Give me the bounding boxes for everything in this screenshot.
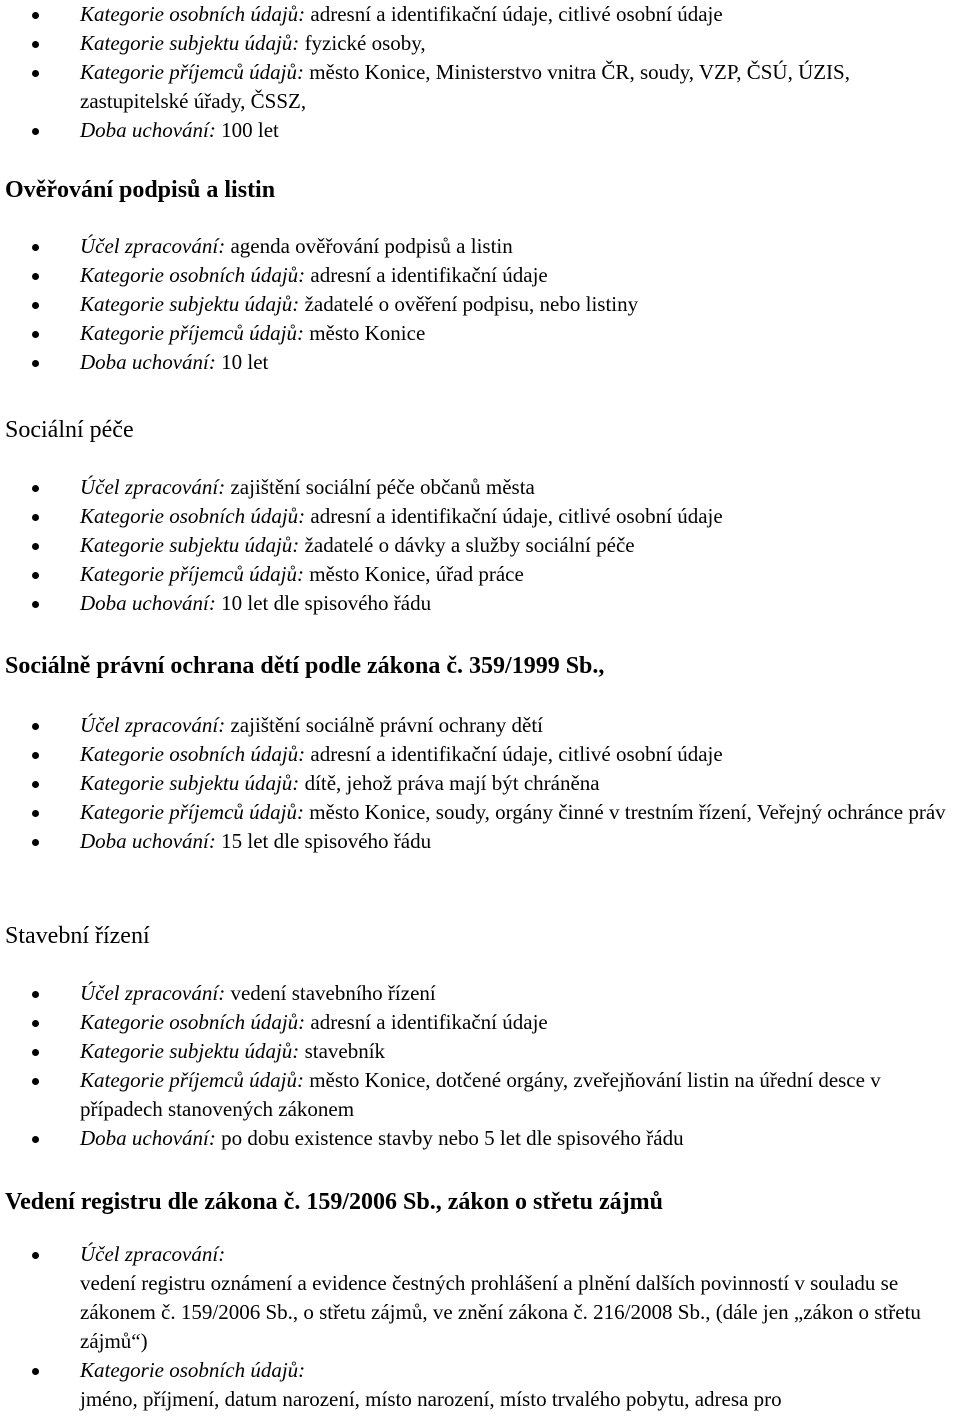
list-item (0, 348, 960, 377)
section-heading: Sociálně právní ochrana dětí podle zákona č. 359/1999 Sb., (5, 653, 605, 679)
list-item (0, 769, 960, 798)
item-value: adresní a identifikační údaje, citlivé osobní údaje (305, 742, 723, 766)
item-label: Kategorie subjektu údajů: (80, 1039, 300, 1063)
item-value: město Konice, úřad práce (303, 562, 524, 586)
item-label: Kategorie subjektu údajů: (80, 771, 300, 795)
item-value: město Konice (303, 321, 426, 345)
section-list (0, 473, 960, 618)
list-item (0, 319, 960, 348)
item-value: zajištění sociální péče občanů města (225, 475, 535, 499)
item-label: Účel zpracování: (80, 713, 226, 737)
list-item (0, 827, 960, 856)
item-value: adresní a identifikační údaje (305, 1010, 548, 1034)
item-label: Doba uchování: (80, 350, 216, 374)
item-value: žadatelé o dávky a služby sociální péče (299, 533, 635, 557)
item-value: adresní a identifikační údaje (305, 263, 548, 287)
list-item (0, 798, 960, 827)
item-value: agenda ověřování podpisů a listin (225, 234, 513, 258)
list-item (0, 1066, 960, 1124)
item-value: po dobu existence stavby nebo 5 let dle spisového řádu (215, 1126, 684, 1150)
list-item (0, 740, 960, 769)
list-item (0, 116, 960, 145)
item-value: zajištění sociálně právní ochrany dětí (225, 713, 544, 737)
section-list (0, 979, 960, 1153)
list-item (0, 473, 960, 502)
item-label: Účel zpracování: (80, 475, 226, 499)
list-item (0, 711, 960, 740)
item-value: fyzické osoby, (299, 31, 426, 55)
list-item (0, 531, 960, 560)
item-label: Kategorie osobních údajů: (80, 263, 306, 287)
item-label: Kategorie příjemců údajů: (80, 1068, 304, 1092)
item-value: žadatelé o ověření podpisu, nebo listiny (299, 292, 639, 316)
list-item (0, 1037, 960, 1066)
item-label: Účel zpracování: (80, 1242, 226, 1266)
list-item (0, 1124, 960, 1153)
item-label: Kategorie osobních údajů: (80, 742, 306, 766)
item-value: stavebník (299, 1039, 386, 1063)
item-value: adresní a identifikační údaje, citlivé osobní údaje (305, 504, 723, 528)
item-label: Kategorie osobních údajů: (80, 2, 306, 26)
item-value: 10 let (215, 350, 269, 374)
list-item (0, 502, 960, 531)
list-item (0, 232, 960, 261)
item-value: město Konice, Ministerstvo vnitra ČR, soudy, VZP, ČSÚ, ÚZIS, zastupitelské úřady, ČSSZ, (80, 60, 850, 113)
item-label: Kategorie osobních údajů: (80, 504, 306, 528)
section-heading: Ověřování podpisů a listin (5, 177, 276, 203)
list-item (0, 1008, 960, 1037)
item-label: Účel zpracování: (80, 234, 226, 258)
top-list (0, 0, 960, 145)
item-label: Kategorie příjemců údajů: (80, 321, 304, 345)
section-heading: Vedení registru dle zákona č. 159/2006 Sb., zákon o střetu zájmů (5, 1189, 664, 1215)
section-heading: Sociální péče (5, 417, 134, 443)
list-item (0, 261, 960, 290)
list-item (0, 0, 960, 29)
item-label: Účel zpracování: (80, 981, 226, 1005)
item-label: Doba uchování: (80, 1126, 216, 1150)
item-value: 15 let dle spisového řádu (215, 829, 432, 853)
list-item (0, 589, 960, 618)
item-value: vedení registru oznámení a evidence čestných prohlášení a plnění dalších povinností v souladu se zákonem č. 159/2006 Sb., o střetu zájmů, ve znění zákona č. 216/2008 Sb., (dále jen „zákon o střetu zájmů“) (80, 1271, 921, 1353)
item-value: 100 let (215, 118, 279, 142)
list-item (0, 290, 960, 319)
item-value: dítě, jehož práva mají být chráněna (299, 771, 600, 795)
list-item (0, 979, 960, 1008)
item-label: Kategorie příjemců údajů: (80, 800, 304, 824)
section-list (0, 232, 960, 377)
item-label: Kategorie příjemců údajů: (80, 60, 304, 84)
item-label: Kategorie osobních údajů: (80, 1358, 306, 1382)
item-value: město Konice, dotčené orgány, zveřejňování listin na úřední desce v případech stanovených zákonem (80, 1068, 881, 1121)
item-value: jméno, příjmení, datum narození, místo narození, místo trvalého pobytu, adresa pro (80, 1387, 782, 1411)
section-heading: Stavební řízení (5, 923, 150, 949)
item-label: Kategorie příjemců údajů: (80, 562, 304, 586)
section-list (0, 711, 960, 856)
item-label: Kategorie subjektu údajů: (80, 533, 300, 557)
item-label: Kategorie subjektu údajů: (80, 31, 300, 55)
section-list (0, 1240, 960, 1414)
list-item (0, 560, 960, 589)
list-item (0, 29, 960, 58)
list-item (0, 1240, 960, 1356)
item-label: Doba uchování: (80, 118, 216, 142)
item-label: Doba uchování: (80, 591, 216, 615)
list-item (0, 58, 960, 116)
list-item (0, 1356, 960, 1414)
item-value: 10 let dle spisového řádu (215, 591, 432, 615)
item-label: Kategorie osobních údajů: (80, 1010, 306, 1034)
item-value: vedení stavebního řízení (225, 981, 436, 1005)
item-value: adresní a identifikační údaje, citlivé osobní údaje (305, 2, 723, 26)
item-value: město Konice, soudy, orgány činné v trestním řízení, Veřejný ochránce práv (303, 800, 946, 824)
item-label: Doba uchování: (80, 829, 216, 853)
item-label: Kategorie subjektu údajů: (80, 292, 300, 316)
